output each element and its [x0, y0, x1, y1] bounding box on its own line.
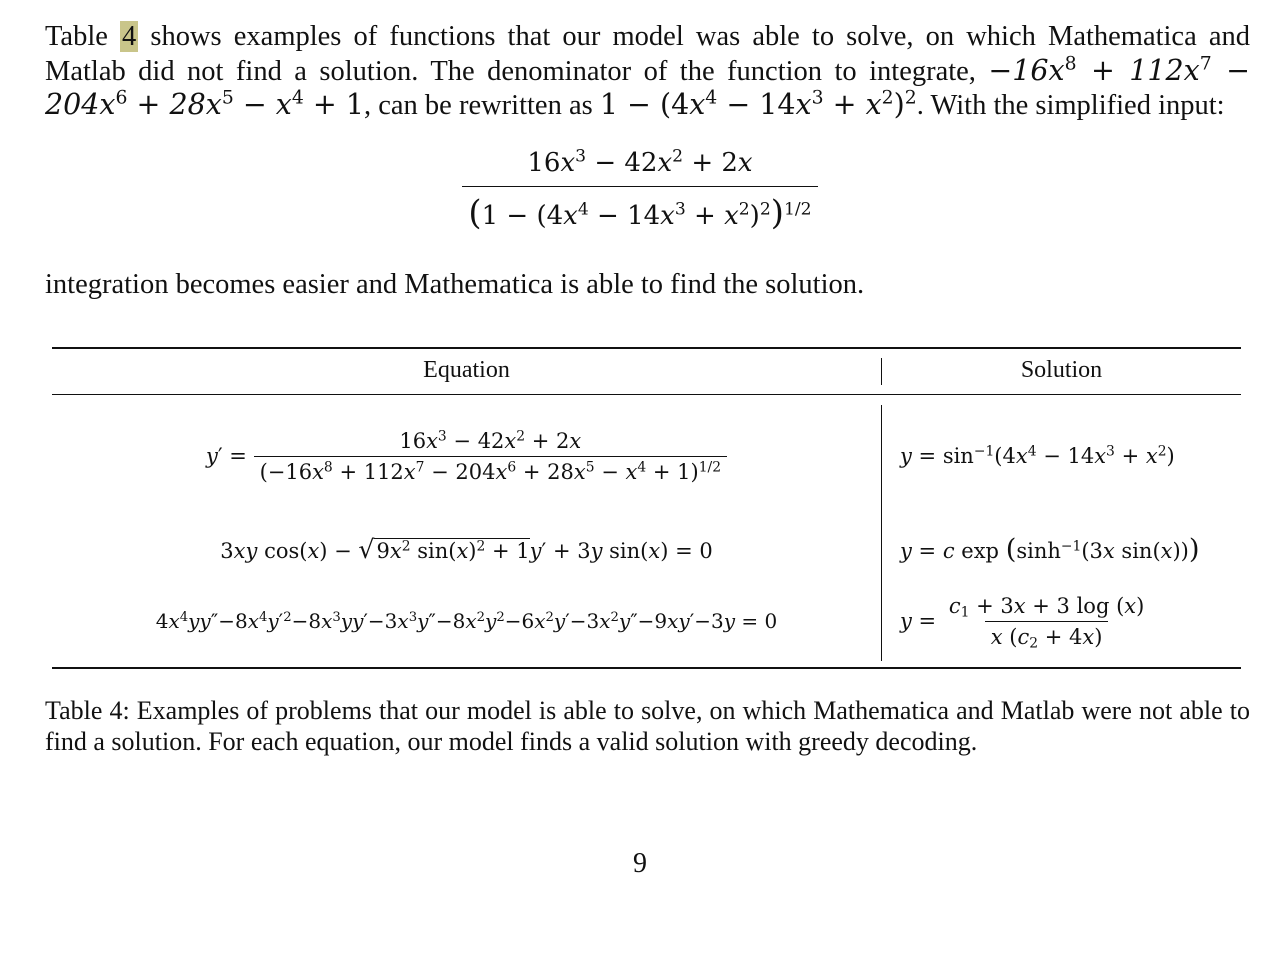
text-fragment: . With the simplified input: — [916, 90, 1225, 121]
row3-solution-fraction: $\frac{c_1 + 3x + 3 \log (x)}{x (c_2 + 4x)}$ — [948, 593, 1145, 651]
text-fragment: Table — [45, 21, 121, 52]
row1-equation: y′ = $\frac{16x^3 - 42x^2 + 2x}{(-16x^8 + 112x^7 - 204x^6 + 28x^5 - x^4 + 1)^{1/2}}$ — [52, 417, 881, 495]
row2-solution: y = c $\exp (\sinh^{-1}(3x$ sin(x))) — [900, 533, 1200, 565]
examples-table — [52, 347, 1241, 669]
header-divider — [881, 358, 882, 385]
row3-equation: $4x^4yy''-8x^4y'^2-8x^3yy'-3x^3y''-8x^2y^2-6x^2y'-3x^2y''-9xy'-3y = 0$ — [155, 609, 778, 633]
text-fragment: , can be rewritten as — [364, 90, 600, 121]
caption-text: Examples of problems that our model is able to solve, on which Mathematica and Matlab were not able to find a solution. For each equation, our model finds a valid solution with greedy decoding. — [45, 696, 1250, 756]
row1-fraction: $\frac{16x^3 - 42x^2 + 2x}{(-16x^8 + 112x^7 - 204x^6 + 28x^5 - x^4 + 1)^{1/2}}$ — [254, 429, 727, 484]
caption-label: Table 4: — [45, 696, 130, 725]
intro-paragraph — [45, 20, 1250, 123]
table-caption — [45, 695, 1250, 757]
table-reference-link[interactable]: 4 — [122, 21, 137, 52]
column-divider — [881, 405, 882, 661]
header-equation: Equation — [423, 357, 510, 383]
display-equation — [0, 148, 1280, 232]
display-denominator: $(1 - (4x^4 - 14x^3 + x^2)^2)^{1/2}$ — [462, 186, 817, 232]
header-rule — [52, 394, 1241, 395]
page-number: 9 — [633, 848, 647, 879]
row2-equation: 3xy $\cos(x) - √9x^2$ $\sin(x)^2 + 1y' + 3y$ sin(x) = 0 — [220, 534, 713, 564]
followup-paragraph: integration becomes easier and Mathematica is able to find the solution. — [45, 269, 865, 300]
display-fraction — [462, 148, 817, 232]
row3-solution: y = $\frac{c_1 + 3x + 3 \log (x)}{x (c_2 + 4x)}$ — [900, 589, 1241, 653]
denominator-expression: $-16x^8 + 112x^7 - 204x^6 + 28x^5 - x^4 + 1$ — [45, 53, 1250, 121]
text-fragment: shows examples of functions that our model was able to solve, on which Mathematica and Matlab did not find a solution. The denominator of the function to integrate, — [45, 21, 1251, 87]
rewritten-expression: $1 - (4x^4 - 14x^3 + x^2)^2$ — [599, 87, 917, 121]
row1-solution: $y = \sin^{-1}(4x^4 - 14x^3 + x^2)$ — [900, 443, 1175, 468]
display-numerator: $16x^3 - 42x^2 + 2x$ — [527, 146, 753, 178]
header-solution: Solution — [1020, 357, 1103, 383]
